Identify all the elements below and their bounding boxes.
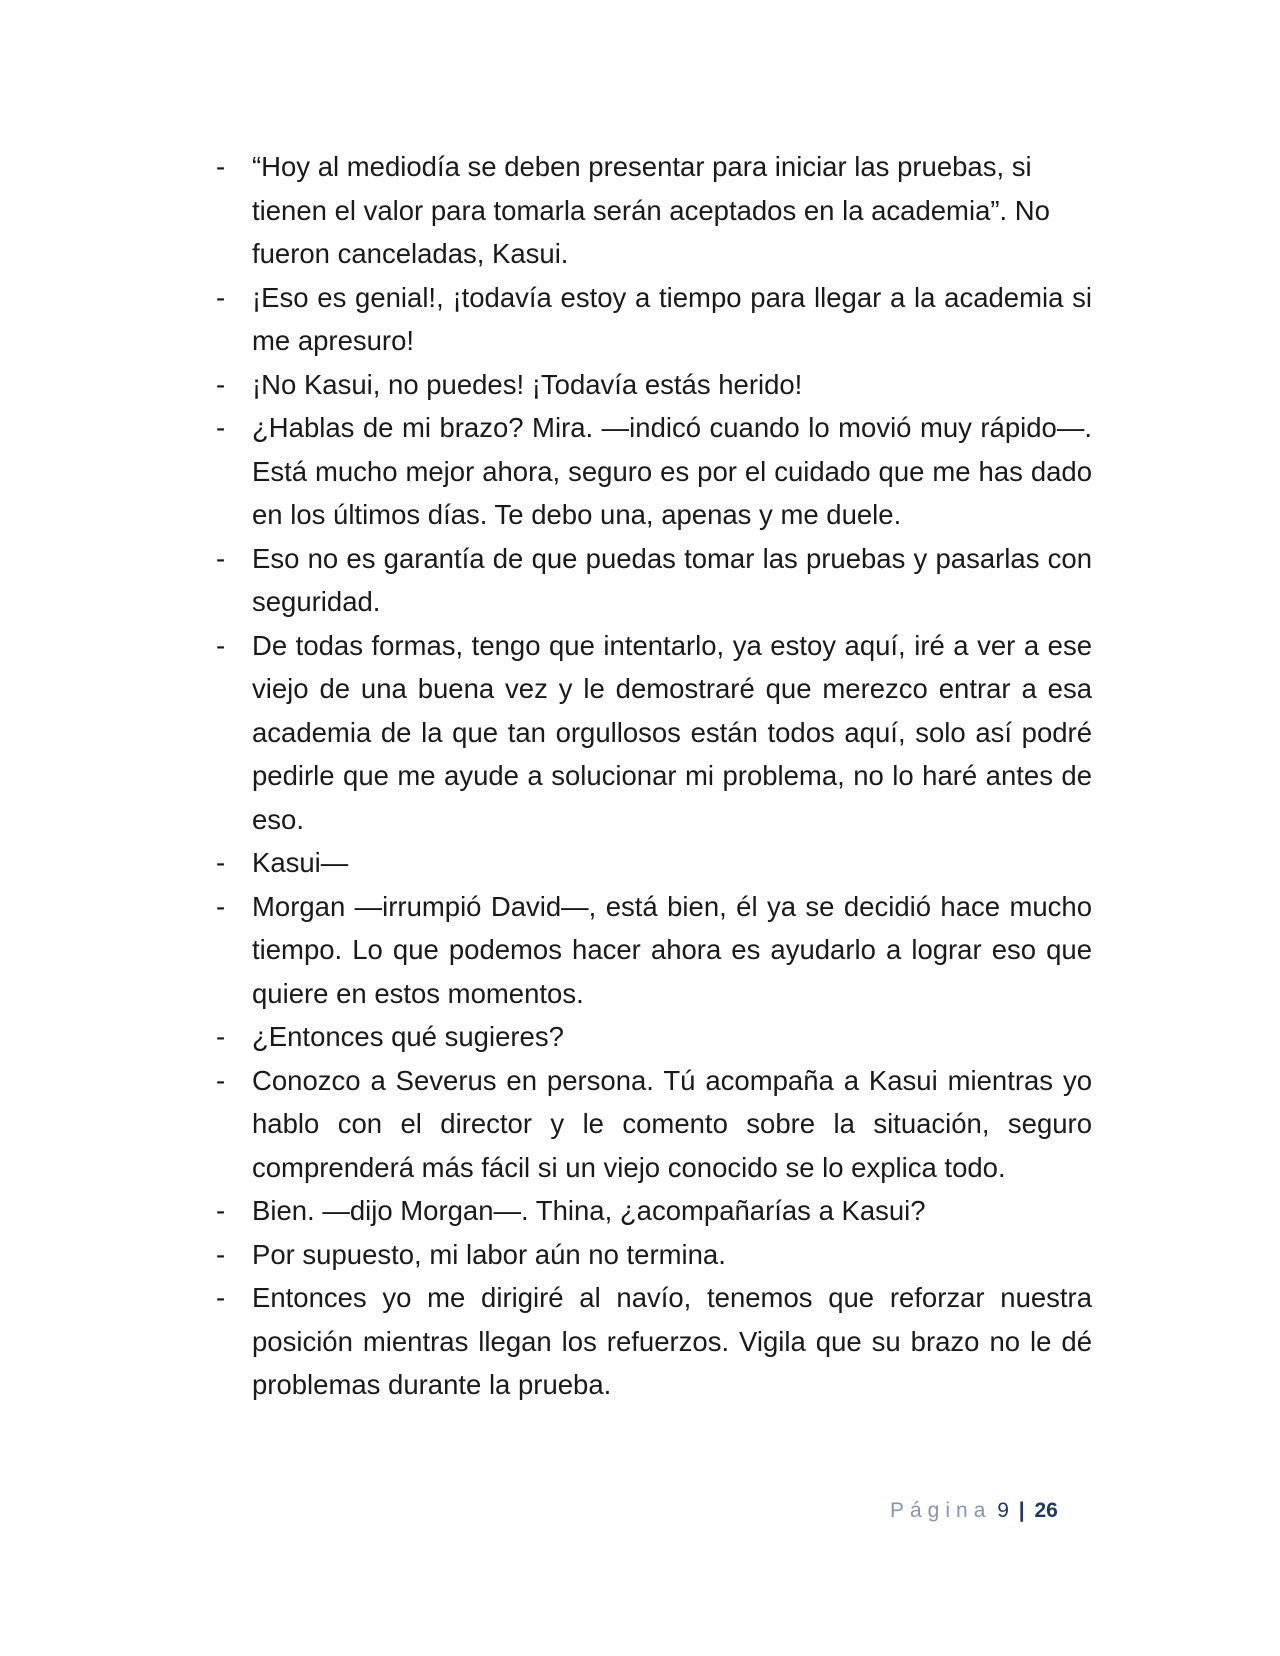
dialogue-line	[214, 145, 1094, 276]
line-dash: -	[216, 1021, 226, 1052]
line-text: ¡Eso es genial!, ¡todavía estoy a tiempo para llegar a la academia si me apresuro!	[252, 281, 1092, 356]
line-dash: -	[216, 412, 226, 443]
line-text: Eso no es garantía de que puedas tomar las pruebas y pasarlas con seguridad.	[252, 542, 1092, 617]
dialogue-line	[214, 276, 1094, 363]
dialogue-line	[214, 406, 1094, 537]
dialogue-line	[214, 885, 1094, 1016]
line-dash: -	[216, 1064, 226, 1096]
line-dash: -	[216, 542, 226, 574]
dialogue-line	[214, 1189, 1094, 1233]
page-number: 9	[997, 1499, 1009, 1522]
line-dash: -	[216, 281, 226, 313]
line-dash: -	[216, 1195, 226, 1226]
dialogue-list	[214, 145, 1094, 1407]
page-total: 26	[1034, 1499, 1058, 1522]
line-dash: -	[216, 1238, 226, 1270]
line-dash: -	[216, 1282, 226, 1313]
line-text: De todas formas, tengo que intentarlo, ya estoy aquí, iré a ver a ese viejo de una buena vez y le demostraré que merezco entrar a esa academia de la que tan orgullosos están todos aquí, solo así podré pedirle que me ayude a solucionar mi problema, no lo haré antes de eso.	[252, 629, 1092, 835]
line-text: Conozco a Severus en persona. Tú acompaña a Kasui mientras yo hablo con el director y le comento sobre la situación, seguro comprenderá más fácil si un viejo conocido se lo explica todo.	[252, 1064, 1092, 1183]
line-dash: -	[216, 890, 226, 922]
line-text: “Hoy al mediodía se deben presentar para iniciar las pruebas, si tienen el valor para tomarla serán aceptados en la academia”. No fueron canceladas, Kasui.	[252, 151, 1050, 269]
line-text: ¿Hablas de mi brazo? Mira. —indicó cuando lo movió muy rápido—. Está mucho mejor ahora, seguro es por el cuidado que me has dado en los últimos días. Te debo una, apenas y me duele.	[252, 412, 1092, 530]
line-dash: -	[216, 151, 226, 182]
dialogue-line	[214, 537, 1094, 624]
page-footer	[890, 1497, 1058, 1525]
dialogue-line	[214, 624, 1094, 842]
line-text: ¿Entonces qué sugieres?	[252, 1021, 564, 1052]
line-text: ¡No Kasui, no puedes! ¡Todavía estás herido!	[252, 368, 803, 400]
line-text: Morgan —irrumpió David—, está bien, él ya se decidió hace mucho tiempo. Lo que podemos hacer ahora es ayudarlo a lograr eso que quiere en estos momentos.	[252, 890, 1092, 1009]
line-dash: -	[216, 368, 226, 400]
line-text: Kasui—	[252, 847, 349, 878]
dialogue-line	[214, 1276, 1094, 1407]
line-dash: -	[216, 847, 226, 878]
line-text: Por supuesto, mi labor aún no termina.	[252, 1238, 726, 1270]
dialogue-line	[214, 1015, 1094, 1059]
dialogue-line	[214, 841, 1094, 885]
line-dash: -	[216, 629, 226, 661]
dialogue-line	[214, 1233, 1094, 1277]
page-label: Página	[890, 1499, 992, 1522]
line-text: Entonces yo me dirigiré al navío, tenemos que reforzar nuestra posición mientras llegan los refuerzos. Vigila que su brazo no le dé problemas durante la prueba.	[252, 1282, 1092, 1400]
dialogue-line	[214, 1059, 1094, 1190]
line-text: Bien. —dijo Morgan—. Thina, ¿acompañarías a Kasui?	[252, 1195, 926, 1226]
dialogue-line	[214, 363, 1094, 407]
page-separator: |	[1018, 1499, 1025, 1522]
